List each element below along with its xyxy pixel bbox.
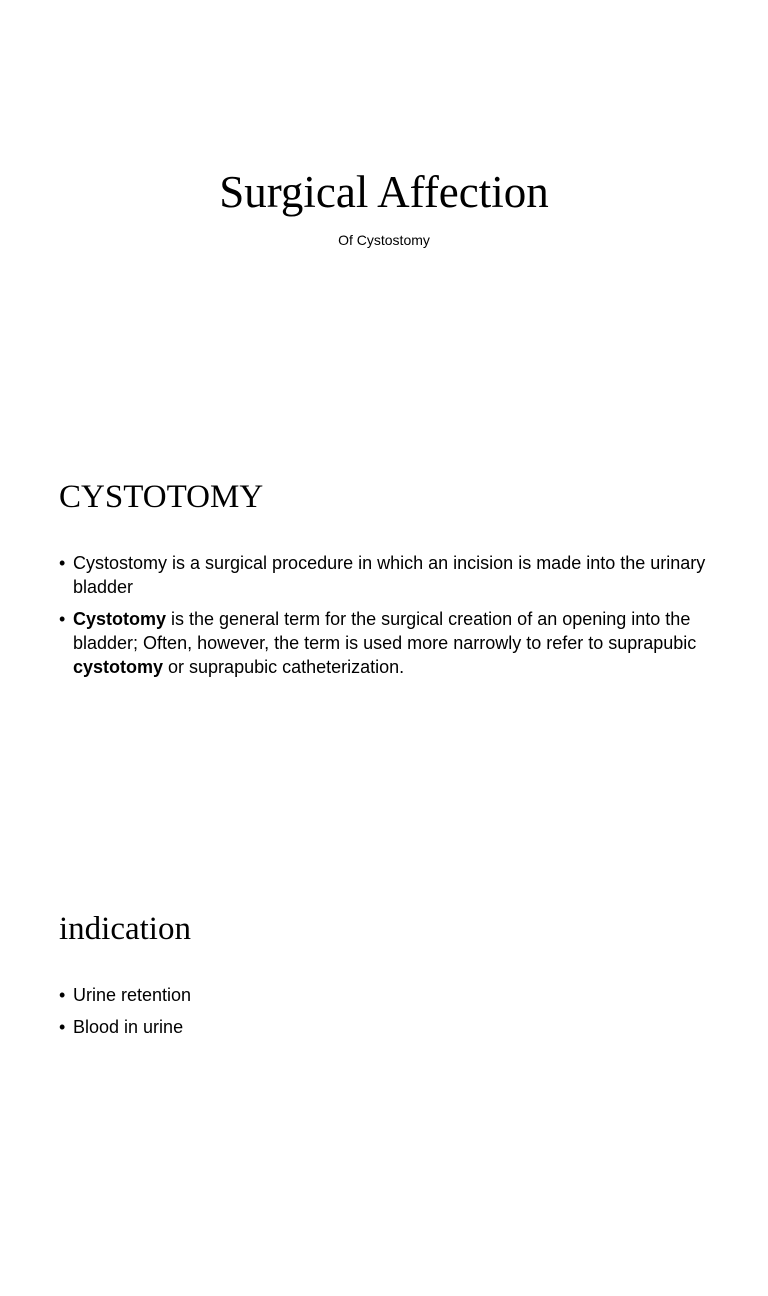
bullet-icon: • — [59, 985, 66, 1005]
list-item — [59, 607, 719, 679]
list-item — [59, 1015, 719, 1039]
slide-cystotomy — [0, 432, 768, 864]
bullet-text: or suprapubic catheterization. — [163, 657, 405, 677]
presentation-subtitle: Of Cystostomy — [338, 232, 430, 248]
bullet-text: Cystostomy is a surgical procedure in which an incision is made into the urinary bladder — [73, 553, 706, 597]
bold-term: cystotomy — [73, 657, 164, 677]
bullet-text: Blood in urine — [73, 1017, 184, 1037]
list-item — [59, 551, 719, 599]
bold-term: Cystotomy — [73, 609, 167, 629]
list-item — [59, 983, 719, 1007]
slide-title — [0, 0, 768, 432]
bullet-icon: • — [59, 553, 66, 573]
bullet-icon: • — [59, 609, 66, 629]
cystotomy-heading: CYSTOTOMY — [59, 479, 264, 515]
slide-indication — [0, 864, 768, 1296]
indication-bullet-list — [59, 983, 719, 1047]
presentation-title: Surgical Affection — [219, 167, 549, 217]
bullet-icon: • — [59, 1017, 66, 1037]
bullet-text: is the general term for the surgical creation of an opening into the bladder; Often, however, the term is used more narrowly to refer to suprapubic — [73, 609, 697, 653]
bullet-text: Urine retention — [73, 985, 192, 1005]
indication-heading: indication — [59, 911, 191, 947]
cystotomy-bullet-list — [59, 551, 719, 687]
